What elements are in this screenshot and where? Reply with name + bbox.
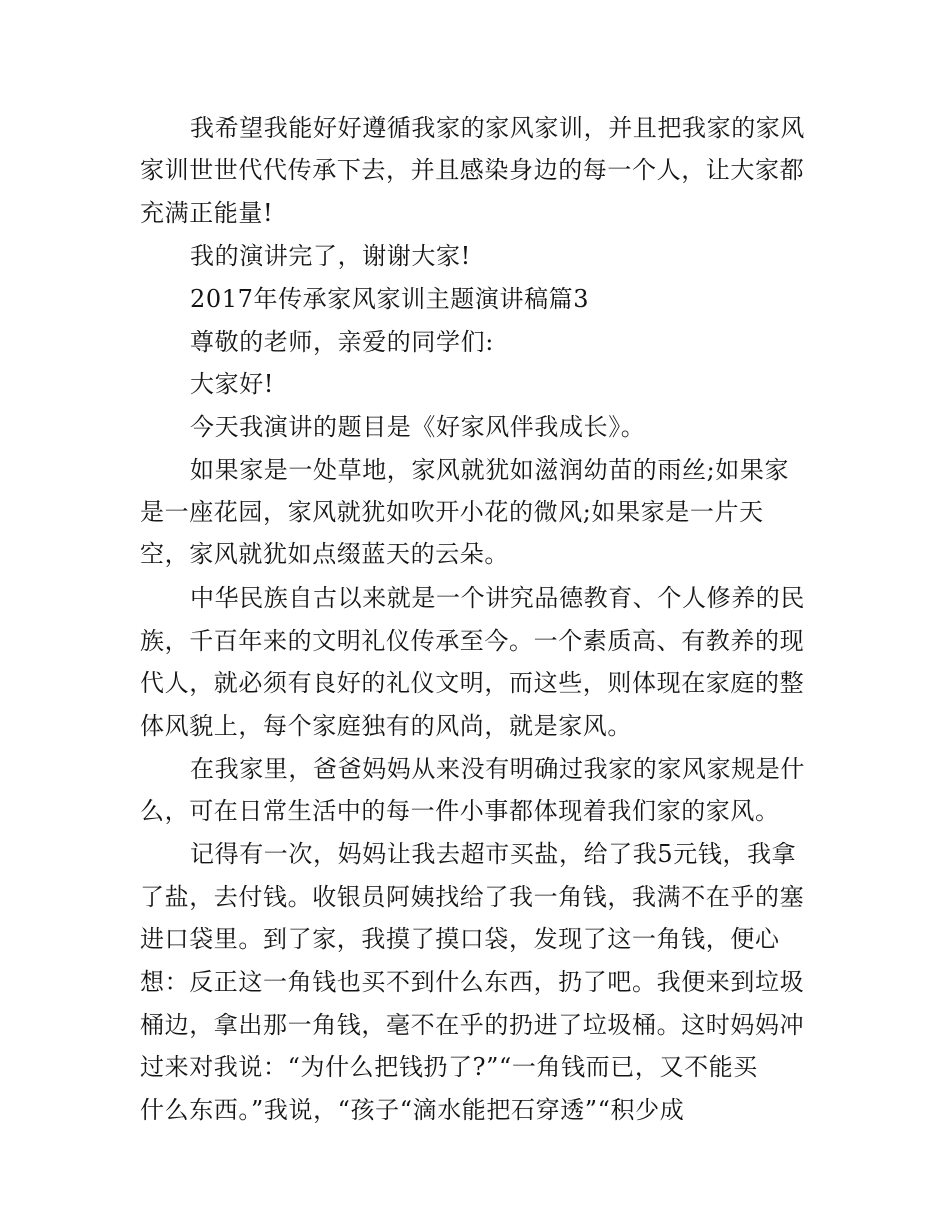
text-line: 我的演讲完了，谢谢大家! (190, 242, 471, 270)
text-line: 空，家风就犹如点缀蓝天的云朵。 (140, 540, 509, 568)
text-line: 过来对我说：“为什么把钱扔了?”“一角钱而已，又不能买 (140, 1053, 758, 1081)
text-line: 尊敬的老师，亲爱的同学们: (190, 328, 494, 356)
text-line: 桶边，拿出那一角钱，毫不在乎的扔进了垃圾桶。这时妈妈冲 (140, 1011, 805, 1039)
text-line: 么，可在日常生活中的每一件小事都体现着我们家的家风。 (140, 797, 780, 825)
text-line: 体风貌上，每个家庭独有的风尚，就是家风。 (140, 712, 632, 740)
text-line: 中华民族自古以来就是一个讲究品德教育、个人修养的民 (190, 584, 805, 612)
text-line: 进口袋里。到了家，我摸了摸口袋，发现了这一角钱，便心 (140, 925, 780, 953)
text-line: 是一座花园，家风就犹如吹开小花的微风;如果家是一片天 (140, 498, 764, 526)
text-line: 大家好! (190, 370, 275, 398)
text-line: 记得有一次，妈妈让我去超市买盐，给了我5元钱，我拿 (190, 840, 797, 868)
text-line: 充满正能量! (140, 199, 274, 227)
text-line: 如果家是一处草地，家风就犹如滋润幼苗的雨丝;如果家 (190, 456, 790, 484)
text-line: 想：反正这一角钱也买不到什么东西，扔了吧。我便来到垃圾 (140, 968, 805, 996)
text-line: 族，千百年来的文明礼仪传承至今。一个素质高、有教养的现 (140, 627, 805, 655)
text-line: 家训世世代代传承下去，并且感染身边的每一个人，让大家都 (140, 156, 805, 184)
text-line: 了盐，去付钱。收银员阿姨找给了我一角钱，我满不在乎的塞 (140, 883, 805, 911)
section-heading: 2017年传承家风家训主题演讲稿篇3 (190, 285, 590, 313)
text-line: 今天我演讲的题目是《好家风伴我成长》。 (190, 413, 646, 441)
text-line: 我希望我能好好遵循我家的家风家训，并且把我家的家风 (190, 114, 805, 142)
text-line: 什么东西。”我说，“孩子“滴水能把石穿透”“积少成 (140, 1096, 685, 1124)
text-line: 在我家里，爸爸妈妈从来没有明确过我家的家风家规是什 (190, 755, 805, 783)
text-line: 代人，就必须有良好的礼仪文明，而这些，则体现在家庭的整 (140, 669, 805, 697)
